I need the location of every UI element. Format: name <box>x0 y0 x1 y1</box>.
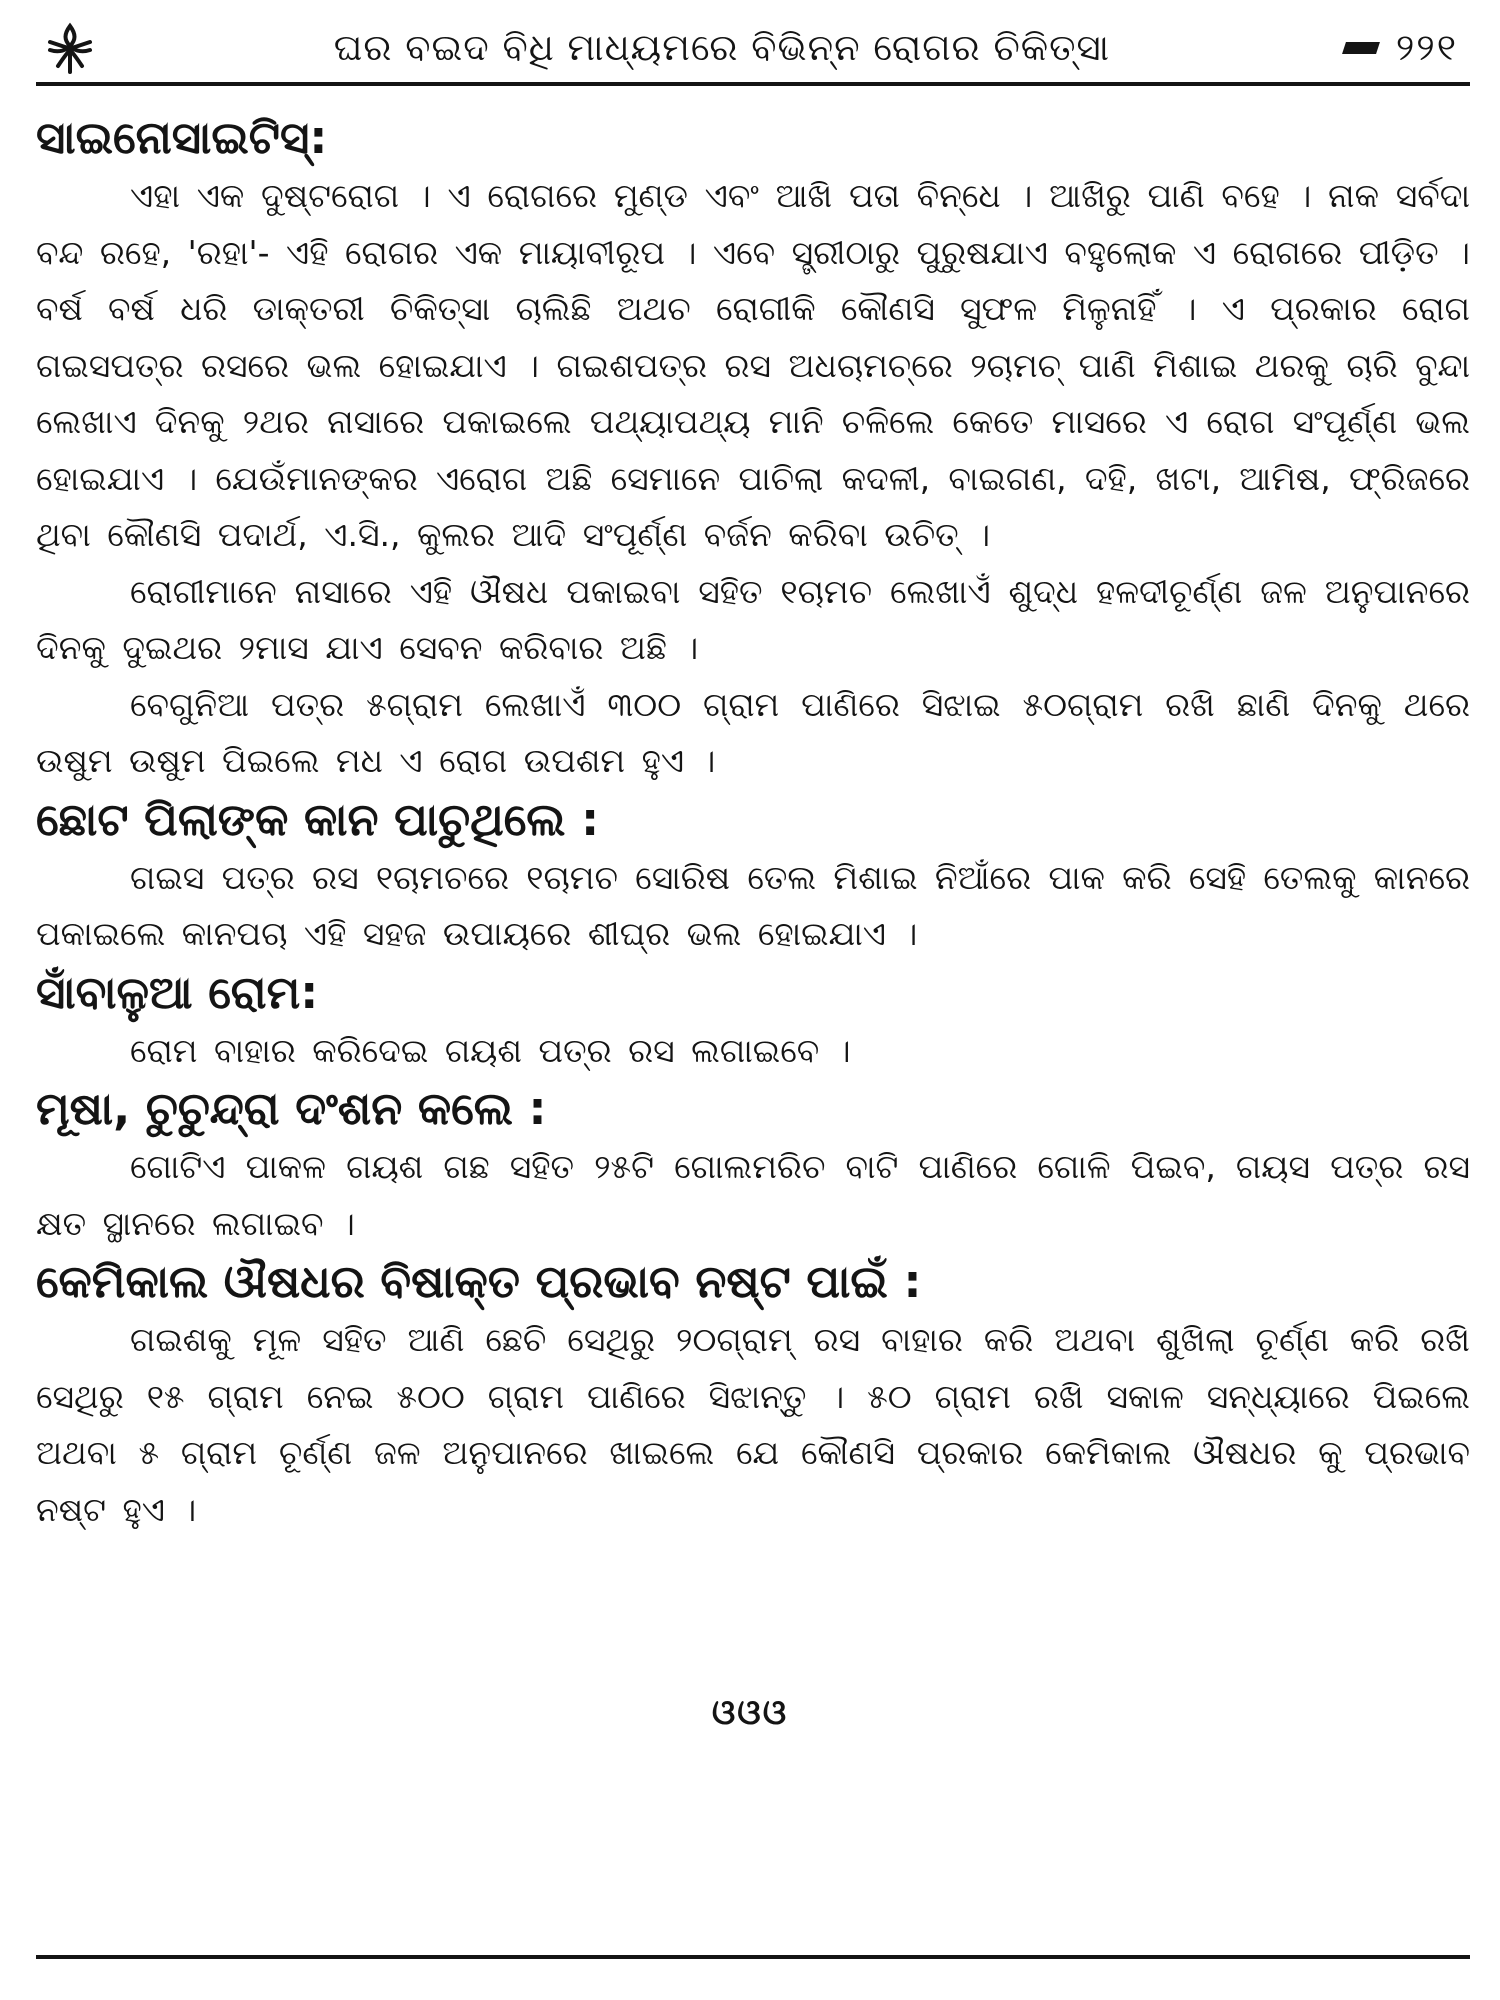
paragraph: ବେଗୁନିଆ ପତ୍ର ୫ଗ୍ରାମ ଲେଖାଏଁ ୩୦୦ ଗ୍ରାମ ପାଣିରେ ସିଝାଇ ୫୦ଗ୍ରାମ ରଖି ଛାଣି ଦିନକୁ ଥରେ ଉଷୁମ ଉଷୁମ ପିଇଲେ ମଧ ଏ ରୋଗ ଉପଶମ ହୁଏ । <box>36 684 1470 780</box>
page-body <box>36 108 1470 1538</box>
paragraph: ଗୋଟିଏ ପାକଳ ଗୟଶ ଗଛ ସହିତ ୨୫ଟି ଗୋଲମରିଚ ବାଟି ପାଣିରେ ଗୋଳି ପିଇବ, ଗୟସ ପତ୍ର ରସ କ୍ଷତ ସ୍ଥାନରେ ଲଗାଇବ । <box>36 1147 1470 1243</box>
paragraph: ଗଇସ ପତ୍ର ରସ ୧ଚାମଚରେ ୧ଚାମଚ ସୋରିଷ ତେଲ ମିଶାଇ ନିଆଁରେ ପାକ କରି ସେହି ତେଲକୁ କାନରେ ପକାଇଲେ କାନପଚା ଏହି ସହଜ ଉପାୟରେ ଶୀଘ୍ର ଭଲ ହୋଇଯାଏ । <box>36 857 1470 953</box>
page-number: ୨୨୧ <box>1395 26 1458 69</box>
section-sinusitis <box>36 108 1470 790</box>
section-hair <box>36 963 1470 1080</box>
section-rat-bite <box>36 1079 1470 1252</box>
section-heading: ସାଁବାଳୁଆ ରୋମ: <box>36 965 319 1019</box>
section-heading: ମୂଷା, ଚୁଚୁନ୍ଦ୍ରା ଦଂଶନ କଲେ : <box>36 1082 547 1135</box>
section-heading: କେମିକାଲ ଔଷଧର ବିଷାକ୍ତ ପ୍ରଭାବ ନଷ୍ଟ ପାଇଁ : <box>36 1255 922 1308</box>
section-heading: ସାଇନୋସାଇଟିସ୍: <box>36 111 328 164</box>
footer-rule <box>36 1955 1470 1959</box>
paragraph: ରୋଗୀମାନେ ନାସାରେ ଏହି ଔଷଧ ପକାଇବା ସହିତ ୧ଚାମଚ ଲେଖାଏଁ ଶୁଦ୍ଧ ହଳଦୀଚୂର୍ଣ୍ଣ ଜଳ ଅନୁପାନରେ ଦିନକୁ ଦୁଇଥର ୨ମାସ ଯାଏ ସେବନ କରିବାର ଅଛି । <box>36 571 1470 667</box>
running-title: ଘର ବଇଦ ବିଧି ମାଧ୍ୟମରେ ବିଭିନ୍ନ ରୋଗର ଚିକିତ୍ସା <box>333 26 1111 69</box>
bar-icon <box>1342 42 1380 54</box>
page-number-group <box>1344 26 1458 70</box>
end-ornament: ଓଓଓ <box>711 1693 789 1733</box>
paragraph: ଗଇଶକୁ ମୂଳ ସହିତ ଆଣି ଛେଚି ସେଥିରୁ ୨୦ଗ୍ରାମ୍ ରସ ବାହାର କରି ଅଥବା ଶୁଖିଲା ଚୂର୍ଣ୍ଣ କରି ରଖି ସେଥିରୁ ୧୫ ଗ୍ରାମ ନେଇ ୫୦୦ ଗ୍ରାମ ପାଣିରେ ସିଝାନ୍ତୁ । ୫୦ ଗ୍ରାମ ରଖି ସକାଳ ସନ୍ଧ୍ୟାରେ ପିଇଲେ ଅଥବା ୫ ଗ୍ରାମ ଚୂର୍ଣ୍ଣ ଜଳ ଅନୁପାନରେ ଖାଇଲେ ଯେ କୌଣସି ପ୍ରକାର କେମିକାଲ ଔଷଧର କୁ ପ୍ରଭାବ ନଷ୍ଟ ହୁଏ । <box>36 1320 1470 1529</box>
section-chemical-effects <box>36 1252 1470 1538</box>
paragraph: ରୋମ ବାହାର କରିଦେଇ ଗୟଶ ପତ୍ର ରସ ଲଗାଇବେ । <box>130 1030 851 1070</box>
page-header <box>36 14 1466 82</box>
header-rule <box>36 82 1470 86</box>
section-child-ear <box>36 790 1470 963</box>
paragraph: ଏହା ଏକ ଦୁଷ୍ଟରୋଗ । ଏ ରୋଗରେ ମୁଣ୍ଡ ଏବଂ ଆଖି ପତା ବିନ୍ଧେ । ଆଖିରୁ ପାଣି ବହେ । ନାକ ସର୍ବଦା ବନ୍ଦ ରହେ, 'ରହା'- ଏହି ରୋଗର ଏକ ମାୟାବୀରୂପ । ଏବେ ସ୍ତ୍ରୀଠାରୁ ପୁରୁଷଯାଏ ବହୁଲୋକ ଏ ରୋଗରେ ପୀଡ଼ିତ । ବର୍ଷ ବର୍ଷ ଧରି ଡାକ୍ତରୀ ଚିକିତ୍ସା ଚାଲିଛି ଅଥଚ ରୋଗୀକି କୌଣସି ସୁଫଳ ମିଳୁନାହିଁ । ଏ ପ୍ରକାର ରୋଗ ଗଇସପତ୍ର ରସରେ ଭଲ ହୋଇଯାଏ । ଗଇଶପତ୍ର ରସ ଅଧଚାମଚ୍‌ରେ ୨ଚାମଚ୍ ପାଣି ମିଶାଇ ଥରକୁ ଚାରି ବୁନ୍ଦା ଲେଖାଏ ଦିନକୁ ୨ଥର ନାସାରେ ପକାଇଲେ ପଥ୍ୟାପଥ୍ୟ ମାନି ଚଳିଲେ କେତେ ମାସରେ ଏ ରୋଗ ସଂପୂର୍ଣ୍ଣ ଭଲ ହୋଇଯାଏ । ଯେଉଁମାନଙ୍କର ଏରୋଗ ଅଛି ସେମାନେ ପାଚିଲା କଦଳୀ, ବାଇଗଣ, ଦହି, ଖଟା, ଆମିଷ, ଫ୍ରିଜରେ ଥିବା କୌଣସି ପଦାର୍ଥ, ଏ.ସି., କୁଲର ଆଦି ସଂପୂର୍ଣ୍ଣ ବର୍ଜନ କରିବା ଉଚିତ୍ । <box>36 176 1470 554</box>
section-heading: ଛୋଟ ପିଲାଙ୍କ କାନ ପାଚୁଥିଲେ : <box>36 792 600 846</box>
flower-icon <box>40 18 100 78</box>
